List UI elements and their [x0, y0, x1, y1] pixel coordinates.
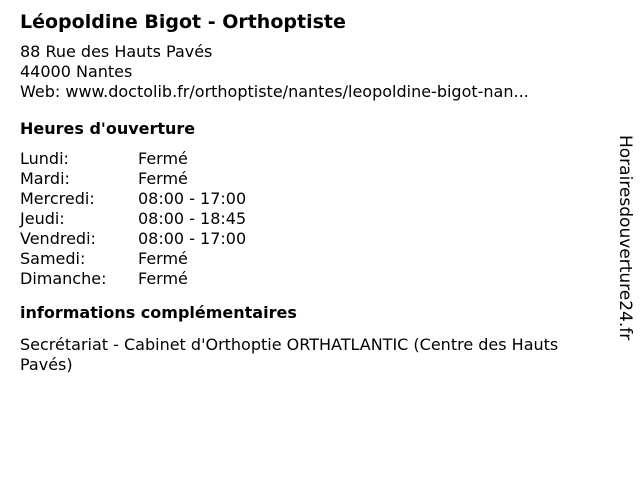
listing-card	[20, 10, 615, 375]
hours-value: 08:00 - 17:00	[138, 229, 247, 248]
day-label: Mercredi:	[20, 189, 95, 208]
day-label: Mardi:	[20, 169, 70, 188]
address-block	[20, 42, 615, 102]
hours-row-vendredi	[20, 229, 615, 249]
hours-row-lundi	[20, 149, 615, 169]
hours-value: Fermé	[138, 149, 188, 168]
hours-row-mardi	[20, 169, 615, 189]
city-postcode: 44000 Nantes	[20, 62, 133, 81]
day-label: Samedi:	[20, 249, 86, 268]
hours-value: Fermé	[138, 269, 188, 288]
side-watermark-label: Horairesdouverture24.fr	[615, 135, 635, 341]
hours-heading: Heures d'ouverture	[20, 119, 196, 138]
hours-value: Fermé	[138, 249, 188, 268]
hours-value: 08:00 - 18:45	[138, 209, 247, 228]
day-label: Dimanche:	[20, 269, 107, 288]
info-text: Secrétariat - Cabinet d'Orthoptie ORTHATLANTIC (Centre des Hauts Pavés)	[20, 335, 559, 374]
day-label: Lundi:	[20, 149, 69, 168]
day-label: Jeudi:	[20, 209, 65, 228]
hours-value: Fermé	[138, 169, 188, 188]
hours-row-mercredi	[20, 189, 615, 209]
website-link[interactable]: Web: www.doctolib.fr/orthoptiste/nantes/leopoldine-bigot-nan...	[20, 82, 529, 101]
street-address: 88 Rue des Hauts Pavés	[20, 42, 213, 61]
hours-row-samedi	[20, 249, 615, 269]
hours-value: 08:00 - 17:00	[138, 189, 247, 208]
info-heading: informations complémentaires	[20, 303, 297, 322]
day-label: Vendredi:	[20, 229, 96, 248]
hours-table	[20, 149, 615, 289]
page-title: Léopoldine Bigot - Orthoptiste	[20, 11, 346, 33]
hours-row-jeudi	[20, 209, 615, 229]
hours-row-dimanche	[20, 269, 615, 289]
